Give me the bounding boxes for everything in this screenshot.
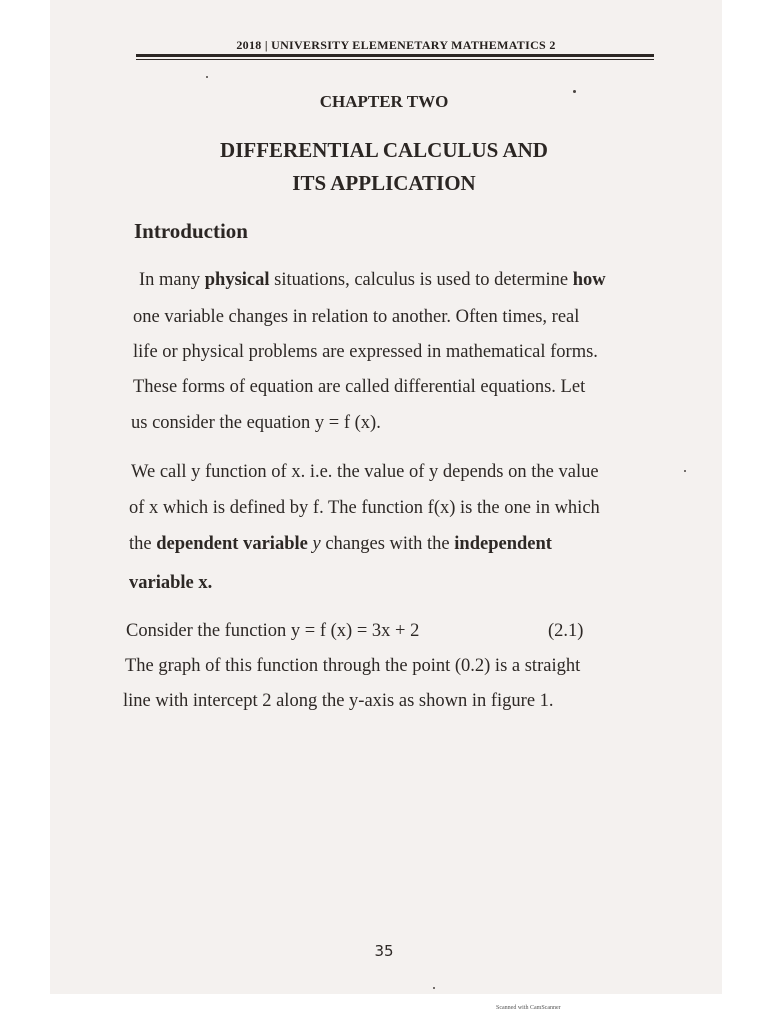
page-number: 35 (374, 942, 394, 960)
scan-speck (573, 90, 576, 93)
text-run-bold: how (572, 270, 606, 290)
text-run: In many (139, 270, 205, 290)
text-run-bold: independent (454, 534, 552, 554)
running-header: 2018 | UNIVERSITY ELEMENETARY MATHEMATICS 2 (236, 38, 556, 52)
paragraph-3-line-2: line with intercept 2 along the y-axis as shown in figure 1. (123, 691, 554, 711)
text-run: situations, calculus is used to determine (269, 270, 573, 290)
paragraph-3-line-1: The graph of this function through the point (0.2) is a straight (125, 656, 581, 676)
paragraph-1-line-4: These forms of equation are called differential equations. Let (133, 377, 586, 397)
paragraph-2-line-2: of x which is defined by f. The function f(x) is the one in which (129, 498, 600, 518)
scanner-watermark: Scanned with CamScanner (496, 1005, 561, 1011)
paragraph-1-line-5: us consider the equation y = f (x). (131, 413, 381, 433)
section-heading: Introduction (134, 219, 248, 243)
chapter-title-line-1: DIFFERENTIAL CALCULUS AND (220, 138, 548, 162)
scan-speck (206, 76, 208, 78)
chapter-title-line-2: ITS APPLICATION (292, 171, 476, 195)
equation-number: (2.1) (548, 621, 584, 641)
header-rule (136, 54, 654, 60)
text-run: the (129, 534, 157, 554)
text-run-bold: variable (129, 573, 199, 593)
paragraph-2-line-3 (129, 534, 552, 555)
paragraph-1-line-2: one variable changes in relation to another. Often times, real (133, 307, 580, 327)
text-run-bold: dependent variable (156, 534, 313, 554)
text-run: changes with the (320, 534, 455, 554)
paragraph-2-line-1: We call y function of x. i.e. the value of y depends on the value (131, 462, 599, 482)
equation-text: Consider the function y = f (x) = 3x + 2 (126, 621, 420, 641)
scan-speck (433, 987, 435, 989)
text-run-bold: x. (198, 573, 213, 593)
paragraph-1-line-3: life or physical problems are expressed in mathematical forms. (133, 342, 598, 362)
paragraph-2-line-4 (129, 573, 212, 594)
paragraph-1-line-1 (139, 270, 606, 291)
text-run-bold: physical (204, 270, 270, 290)
chapter-label: CHAPTER TWO (319, 92, 449, 111)
scan-speck (684, 470, 686, 472)
text-run-italic: y (312, 534, 321, 554)
